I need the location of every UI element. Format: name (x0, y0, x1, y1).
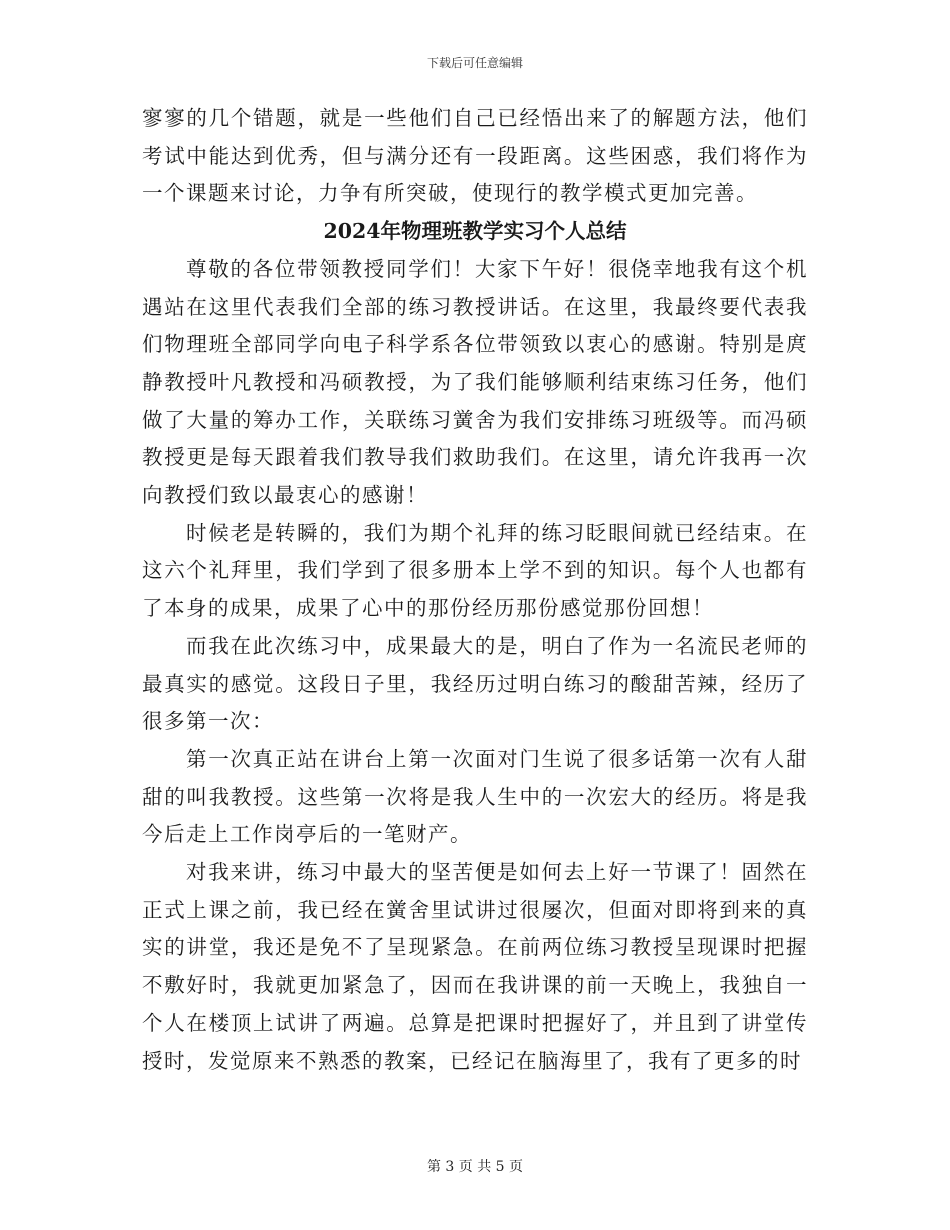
document-body (142, 100, 808, 1080)
page-header: 下载后可任意编辑 (426, 56, 523, 70)
body-paragraph-4: 第一次真正站在讲台上第一次面对门生说了很多话第一次有人甜甜的叫我教授。这些第一次将是我人生中的一次宏大的经历。将是我今后走上工作岗亭后的一笔财产。 (142, 746, 808, 847)
page-number: 第 3 页 共 5 页 (426, 1159, 524, 1175)
body-paragraph-2: 时候老是转瞬的，我们为期个礼拜的练习眨眼间就已经结束。在这六个礼拜里，我们学到了很多册本上学不到的知识。每个人也都有了本身的成果，成果了心中的那份经历那份感觉那份回想！ (142, 520, 808, 621)
body-paragraph-5: 对我来讲，练习中最大的坚苦便是如何去上好一节课了！固然在正式上课之前，我已经在黉舍里试讲过很屡次，但面对即将到来的真实的讲堂，我还是免不了呈现紧急。在前两位练习教授呈现课时把握不敷好时，我就更加紧急了，因而在我讲课的前一天晚上，我独自一个人在楼顶上试讲了两遍。总算是把课时把握好了，并且到了讲堂传授时，发觉原来不熟悉的教案，已经记在脑海里了，我有了更多的时 (142, 860, 808, 1073)
body-paragraph-3: 而我在此次练习中，成果最大的是，明白了作为一名流民老师的最真实的感觉。这段日子里，我经历过明白练习的酸甜苦辣，经历了很多第一次： (142, 633, 808, 734)
body-paragraph-1: 尊敬的各位带领教授同学们！大家下午好！很侥幸地我有这个机遇站在这里代表我们全部的练习教授讲话。在这里，我最终要代表我们物理班全部同学向电子科学系各位带领致以衷心的感谢。特别是庹静教授叶凡教授和冯硕教授，为了我们能够顺利结束练习任务，他们做了大量的筹办工作，关联练习黉舍为我们安排练习班级等。而冯硕教授更是每天跟着我们教导我们救助我们。在这里，请允许我再一次向教授们致以最衷心的感谢！ (142, 256, 808, 508)
section-title: 2024年物理班教学实习个人总结 (323, 219, 627, 244)
intro-paragraph: 寥寥的几个错题，就是一些他们自己已经悟出来了的解题方法，他们考试中能达到优秀，但与满分还有一段距离。这些困惑，我们将作为一个课题来讨论，力争有所突破，使现行的教学模式更加完善。 (142, 106, 808, 206)
